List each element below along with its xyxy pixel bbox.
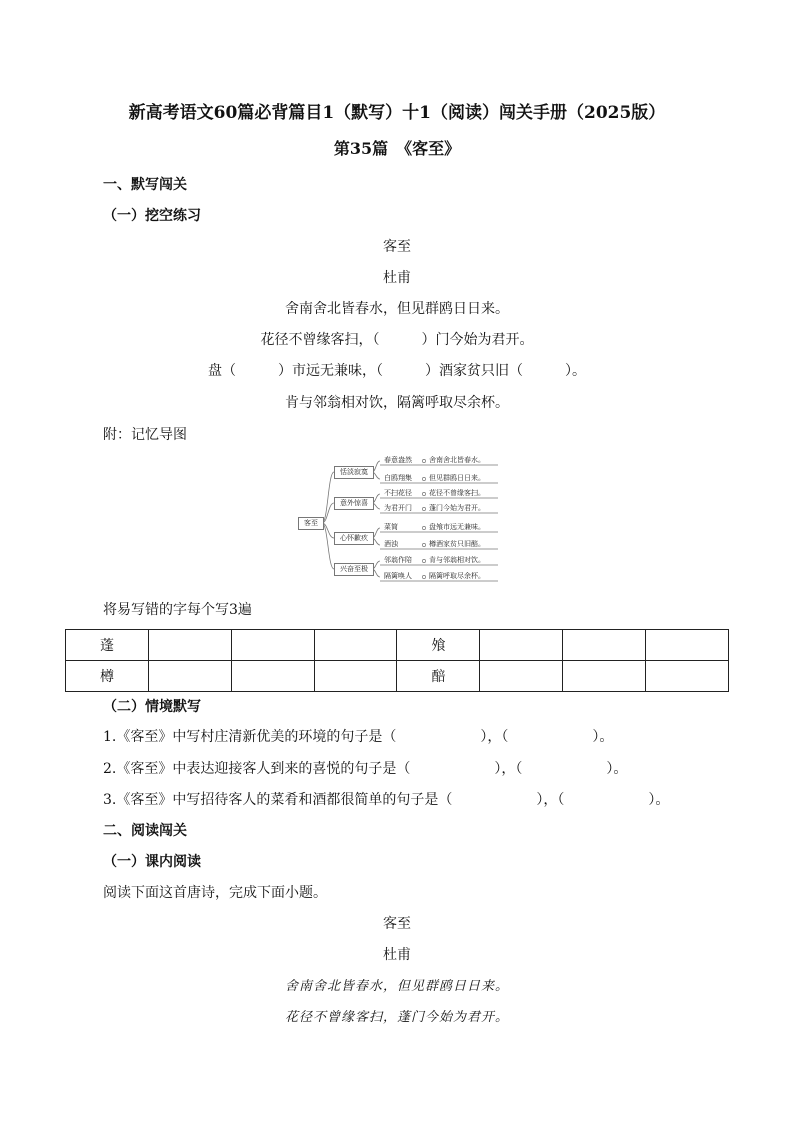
- mindmap-leaf-key: 为君开门: [384, 504, 412, 512]
- practice-cell[interactable]: [563, 630, 646, 661]
- mindmap-leaf-key: 隔篱唤人: [384, 572, 412, 580]
- mindmap-leaf-key: 春意盎然: [384, 456, 412, 464]
- mindmap-leaf-text: 樽酒家贫只旧醅。: [429, 540, 485, 548]
- mindmap-leaf-text: 花径不曾缘客扫。: [429, 489, 485, 497]
- mindmap-leaf-text: 盘飧市远无兼味。: [429, 523, 485, 531]
- subsection-heading-context: （二）情境默写: [103, 699, 201, 715]
- poem-line: 花径不曾缘客扫，蓬门今始为君开。: [284, 1010, 509, 1025]
- mindmap-leaf-text: 蓬门今始为君开。: [429, 504, 485, 512]
- practice-cell[interactable]: [149, 630, 232, 661]
- mindmap-branch: 兴奋至极: [334, 563, 374, 576]
- section-heading-reading: 二、阅读闯关: [103, 823, 187, 839]
- mindmap-leaf-key: 菜简: [384, 523, 398, 531]
- mindmap-leaf-key: 邻翁作陪: [384, 556, 412, 564]
- table-row: [66, 630, 729, 661]
- mindmap-leaf-text: 隔篱呼取尽余杯。: [429, 572, 485, 580]
- mindmap-branch: 恬淡寂寞: [334, 466, 374, 479]
- practice-cell[interactable]: [231, 630, 314, 661]
- practice-cell[interactable]: [646, 630, 729, 661]
- character-practice-grid: [65, 629, 729, 692]
- document-title: 新高考语文60篇必背篇目1（默写）十1（阅读）闯关手册（2025版）: [128, 103, 666, 123]
- practice-cell[interactable]: [646, 661, 729, 692]
- mindmap-leaf-text: 肯与邻翁相对饮。: [429, 556, 485, 564]
- poem-line: 舍南舍北皆春水，但见群鸥日日来。: [285, 301, 509, 317]
- mindmap-leaf-text: 但见群鸥日日来。: [429, 474, 485, 482]
- question-item: 2.《客至》中表达迎接客人到来的喜悦的句子是（ ），（ ）。: [103, 761, 628, 777]
- poem-line-blank: 盘（ ）市远无兼味，（ ）酒家贫只旧（ ）。: [208, 363, 586, 379]
- practice-char: 飧: [397, 630, 480, 661]
- poem-title: 客至: [383, 239, 411, 255]
- poem-title: 客至: [383, 916, 411, 932]
- poem-author: 杜甫: [383, 947, 411, 963]
- question-item: 1.《客至》中写村庄清新优美的环境的句子是（ ），（ ）。: [103, 729, 614, 745]
- practice-char: 醅: [397, 661, 480, 692]
- practice-label: 将易写错的字每个写3遍: [103, 602, 252, 618]
- practice-cell[interactable]: [563, 661, 646, 692]
- mindmap-root: 客至: [298, 517, 324, 530]
- poem-line: 肯与邻翁相对饮，隔篱呼取尽余杯。: [285, 395, 509, 411]
- practice-cell[interactable]: [314, 630, 397, 661]
- subsection-heading-in-class: （一）课内阅读: [103, 854, 201, 870]
- section-heading-dictation: 一、默写闯关: [103, 177, 187, 193]
- poem-line-blank: 花径不曾缘客扫，（ ）门今始为君开。: [260, 332, 534, 348]
- practice-cell[interactable]: [231, 661, 314, 692]
- memory-mind-map: [298, 452, 500, 582]
- practice-char: 樽: [66, 661, 149, 692]
- mindmap-leaf-key: 酒浊: [384, 540, 398, 548]
- subsection-heading-fill-blank: （一）挖空练习: [103, 208, 201, 224]
- mindmap-branch: 意外惊喜: [334, 497, 374, 510]
- reading-instruction: 阅读下面这首唐诗，完成下面小题。: [103, 885, 327, 901]
- mindmap-leaf-text: 舍南舍北皆春水。: [429, 456, 485, 464]
- mindmap-leaf-key: 不扫花径: [384, 489, 412, 497]
- practice-cell[interactable]: [314, 661, 397, 692]
- mindmap-label: 附：记忆导图: [103, 427, 187, 443]
- practice-cell[interactable]: [480, 630, 563, 661]
- practice-char: 蓬: [66, 630, 149, 661]
- table-row: [66, 661, 729, 692]
- poem-line: 舍南舍北皆春水，但见群鸥日日来。: [284, 979, 509, 994]
- document-subtitle: 第35篇 《客至》: [333, 139, 461, 158]
- practice-cell[interactable]: [149, 661, 232, 692]
- mindmap-leaf-key: 白鸥翔集: [384, 474, 412, 482]
- question-item: 3.《客至》中写招待客人的菜肴和酒都很简单的句子是（ ），（ ）。: [103, 792, 670, 808]
- practice-cell[interactable]: [480, 661, 563, 692]
- poem-author: 杜甫: [383, 270, 411, 286]
- mindmap-branch: 心怀歉疚: [334, 532, 374, 545]
